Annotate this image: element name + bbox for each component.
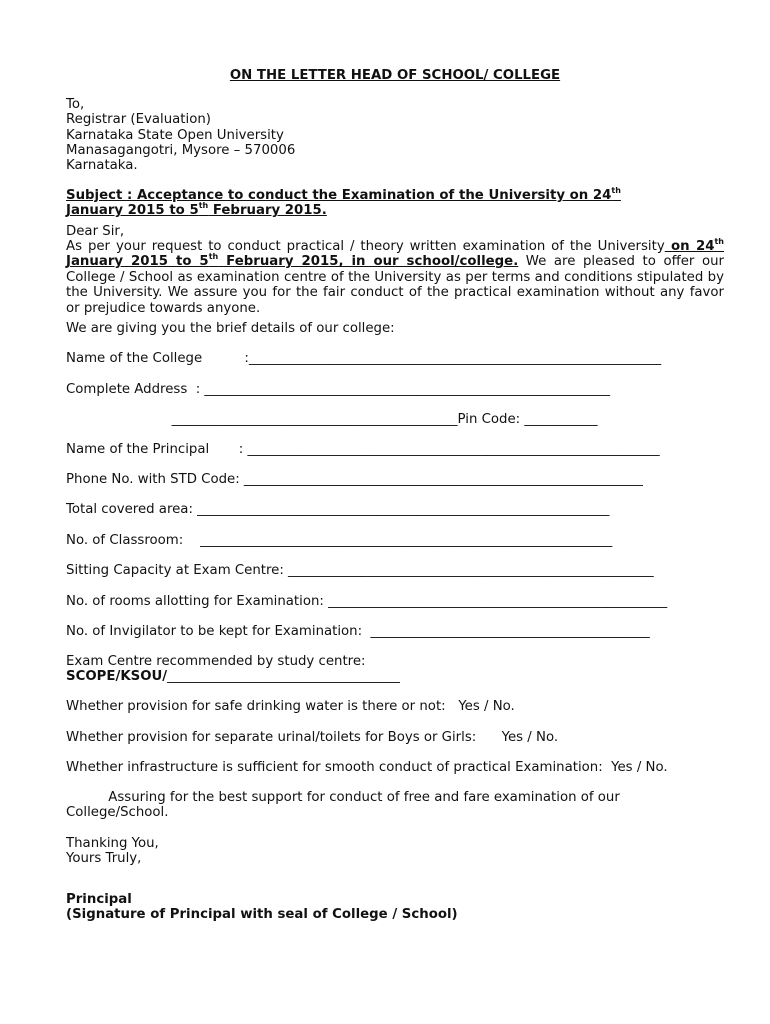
drinking-water-question: Whether provision for safe drinking water is there or not: Yes / No. — [66, 699, 515, 714]
assuring-line-2: College/School. — [66, 805, 169, 820]
rooms-allotting-field: No. of rooms allotting for Examination: ___________________________________________________ — [66, 594, 668, 609]
body-paragraph: As per your request to conduct practical / theory written examination of the University on 24th January 2015 to 5th February 2015, in our school/college. We are pleased to offer our College / School as examination centre of the University as per terms and conditions stipulated by the University. We assure you for the fair conduct of the practical examination without any favor or prejudice towards anyone. — [66, 236, 724, 316]
principal-name-field: Name of the Principal : ______________________________________________________________ — [66, 442, 660, 457]
address-line-1: Registrar (Evaluation) — [66, 112, 211, 127]
address-field-2: ___________________________________________Pin Code: ___________ — [66, 412, 598, 427]
letter-heading: ON THE LETTER HEAD OF SCHOOL/ COLLEGE — [229, 68, 561, 83]
infrastructure-question: Whether infrastructure is sufficient for smooth conduct of practical Examination: Yes / No. — [66, 760, 668, 775]
invigilator-field: No. of Invigilator to be kept for Examination: __________________________________________ — [66, 624, 650, 639]
details-intro: We are giving you the brief details of our college: — [66, 321, 395, 336]
recommended-field: SCOPE/KSOU/___________________________________ — [66, 669, 400, 684]
signature-label: (Signature of Principal with seal of College / School) — [66, 907, 458, 922]
address-to: To, — [66, 97, 85, 112]
assuring-line-1: Assuring for the best support for conduct of free and fare examination of our — [66, 790, 620, 805]
greeting: Dear Sir, — [66, 224, 125, 239]
address-line-4: Karnataka. — [66, 158, 138, 173]
thanking-line: Thanking You, — [66, 836, 159, 851]
address-line-3: Manasagangotri, Mysore – 570006 — [66, 143, 296, 158]
college-name-field: Name of the College :______________________________________________________________ — [66, 351, 662, 366]
phone-field: Phone No. with STD Code: ____________________________________________________________ — [66, 472, 643, 487]
principal-label: Principal — [66, 892, 132, 907]
recommended-label: Exam Centre recommended by study centre: — [66, 654, 366, 669]
subject-line: Subject : Acceptance to conduct the Examination of the University on 24th January 2015 to 5th February 2015. — [66, 185, 621, 219]
classroom-field: No. of Classroom: ______________________________________________________________ — [66, 533, 613, 548]
address-line-2: Karnataka State Open University — [66, 128, 284, 143]
address-field-1: Complete Address : _____________________________________________________________ — [66, 382, 610, 397]
sitting-capacity-field: Sitting Capacity at Exam Centre: _______________________________________________________ — [66, 563, 654, 578]
yours-truly-line: Yours Truly, — [66, 851, 142, 866]
toilets-question: Whether provision for separate urinal/toilets for Boys or Girls: Yes / No. — [66, 730, 559, 745]
covered-area-field: Total covered area: ______________________________________________________________ — [66, 502, 610, 517]
